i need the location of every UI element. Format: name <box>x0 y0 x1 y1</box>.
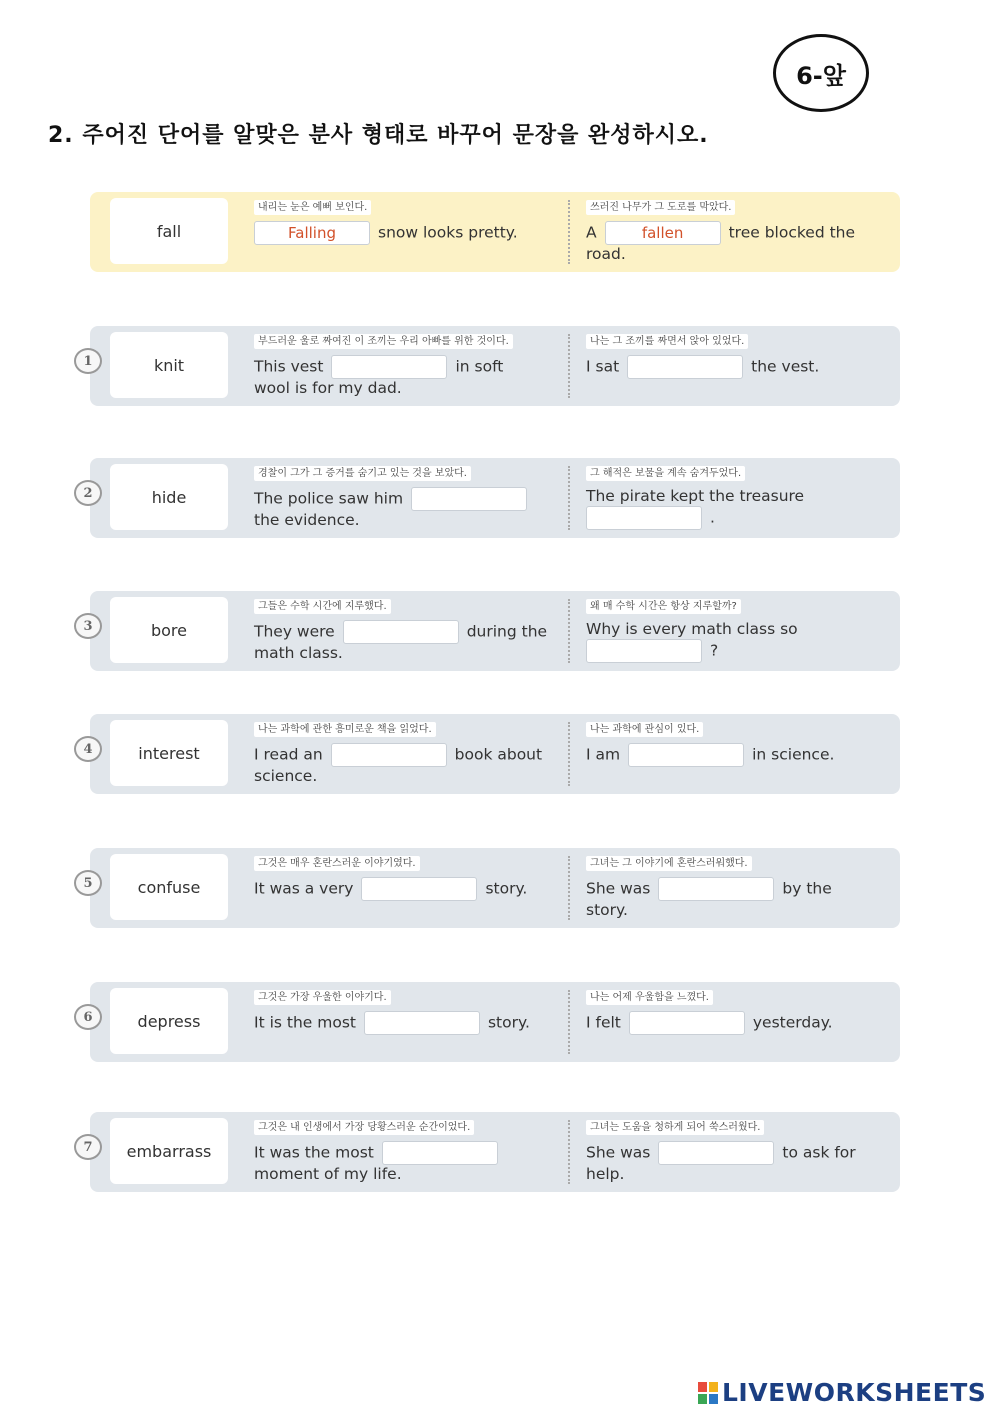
answer-input-3a[interactable] <box>343 620 459 644</box>
hint-text: 나는 그 조끼를 짜면서 앉아 있었다. <box>586 334 748 349</box>
sentence-after: the vest. <box>751 357 820 376</box>
question-row-3 <box>83 591 900 671</box>
sentence-before: It was a very <box>254 879 354 898</box>
sentence-cont: help. <box>586 1165 625 1183</box>
sentence-cont: wool is for my dad. <box>254 379 402 397</box>
sentence-after: snow looks pretty. <box>378 223 518 242</box>
hint-text: 그것은 내 인생에서 가장 당황스러운 순간이었다. <box>254 1120 474 1135</box>
instruction-title: 2. 주어진 단어를 알맞은 분사 형태로 바꾸어 문장을 완성하시오. <box>48 123 709 148</box>
hint-text: 나는 과학에 관심이 있다. <box>586 722 703 737</box>
answer-input-7a[interactable] <box>382 1141 498 1165</box>
liveworksheets-logo <box>698 1378 986 1407</box>
hint-text: 부드러운 울로 짜여진 이 조끼는 우리 아빠를 위한 것이다. <box>254 334 513 349</box>
sentence-before: She was <box>586 1143 651 1162</box>
sentence-before: They were <box>254 622 335 641</box>
question-number: 1 <box>74 348 102 374</box>
answer-input-4a[interactable] <box>331 743 447 767</box>
answer-input-5a[interactable] <box>361 877 477 901</box>
hint-text: 내리는 눈은 예뻐 보인다. <box>254 200 371 215</box>
divider <box>568 200 570 264</box>
sentence-before: I felt <box>586 1013 621 1032</box>
answer-input-6b[interactable] <box>629 1011 745 1035</box>
sentence-after: to ask for <box>782 1143 856 1162</box>
sentence-before: The pirate kept the treasure <box>586 487 805 505</box>
logo-icon <box>698 1382 718 1404</box>
sentence-cont: road. <box>586 245 626 263</box>
question-row-6 <box>83 982 900 1062</box>
sentence-before: I read an <box>254 745 323 764</box>
divider <box>568 1120 570 1184</box>
example-row <box>90 192 900 272</box>
answer-input-1a[interactable] <box>331 355 447 379</box>
sentence-before: Why is every math class so <box>586 620 798 638</box>
example-answer-left: Falling <box>254 221 370 245</box>
question-row-5 <box>83 848 900 928</box>
sentence-cont: . <box>710 508 715 527</box>
hint-text: 그녀는 도움을 청하게 되어 쑥스러웠다. <box>586 1120 764 1135</box>
answer-input-2a[interactable] <box>411 487 527 511</box>
sentence-before: I am <box>586 745 621 764</box>
question-word: knit <box>110 332 228 398</box>
question-word: embarrass <box>110 1118 228 1184</box>
question-word: bore <box>110 597 228 663</box>
example-left <box>254 196 559 268</box>
sentence-cont: science. <box>254 767 318 785</box>
sentence-before: I sat <box>586 357 620 376</box>
question-number: 7 <box>74 1134 102 1160</box>
sentence-before: A <box>586 223 597 242</box>
question-word: interest <box>110 720 228 786</box>
hint-text: 그것은 가장 우울한 이야기다. <box>254 990 391 1005</box>
sentence-after: book about <box>454 745 543 764</box>
hint-text: 그녀는 그 이야기에 혼란스러워했다. <box>586 856 752 871</box>
sentence-before: She was <box>586 879 651 898</box>
divider <box>568 722 570 786</box>
sentence-after: by the <box>782 879 832 898</box>
question-number: 3 <box>74 613 102 639</box>
question-number: 4 <box>74 736 102 762</box>
sentence-after: tree blocked the <box>728 223 856 242</box>
hint-text: 그 해적은 보물을 계속 숨겨두었다. <box>586 466 745 481</box>
divider <box>568 990 570 1054</box>
example-word: fall <box>110 198 228 264</box>
logo-text: LIVEWORKSHEETS <box>722 1378 987 1407</box>
hint-text: 나는 어제 우울함을 느꼈다. <box>586 990 713 1005</box>
sentence-after: in science. <box>752 745 835 764</box>
question-number: 6 <box>74 1004 102 1030</box>
sentence-before: The police saw him <box>254 489 404 508</box>
question-word: hide <box>110 464 228 530</box>
divider <box>568 599 570 663</box>
sentence-before: It was the most <box>254 1143 374 1162</box>
sentence-cont: story. <box>586 901 628 919</box>
question-row-7 <box>83 1112 900 1192</box>
hint-text: 나는 과학에 관한 흥미로운 책을 읽었다. <box>254 722 436 737</box>
answer-input-6a[interactable] <box>364 1011 480 1035</box>
sentence-after: story. <box>485 879 528 898</box>
hint-text: 그들은 수학 시간에 지루했다. <box>254 599 391 614</box>
sentence-before: This vest <box>254 357 324 376</box>
divider <box>568 334 570 398</box>
question-row-2 <box>83 458 900 538</box>
divider <box>568 856 570 920</box>
sentence-cont: the evidence. <box>254 511 360 529</box>
sentence-after: during the <box>466 622 548 641</box>
hint-text: 경찰이 그가 그 증거를 숨기고 있는 것을 보았다. <box>254 466 471 481</box>
answer-input-3b[interactable] <box>586 639 702 663</box>
hint-text: 왜 매 수학 시간은 항상 지루할까? <box>586 599 741 614</box>
question-word: depress <box>110 988 228 1054</box>
example-answer-right: fallen <box>605 221 721 245</box>
question-number: 2 <box>74 480 102 506</box>
question-number: 5 <box>74 870 102 896</box>
sentence-cont: ? <box>710 641 719 660</box>
example-right <box>586 196 886 268</box>
answer-input-7b[interactable] <box>658 1141 774 1165</box>
sentence-cont: moment of my life. <box>254 1165 402 1183</box>
sentence-cont: math class. <box>254 644 343 662</box>
question-row-4 <box>83 714 900 794</box>
page-badge: 6-앞 <box>773 34 869 112</box>
sentence-after: in soft <box>455 357 504 376</box>
answer-input-4b[interactable] <box>628 743 744 767</box>
divider <box>568 466 570 530</box>
answer-input-2b[interactable] <box>586 506 702 530</box>
sentence-after: yesterday. <box>752 1013 833 1032</box>
answer-input-5b[interactable] <box>658 877 774 901</box>
hint-text: 쓰러진 나무가 그 도로를 막았다. <box>586 200 735 215</box>
question-word: confuse <box>110 854 228 920</box>
sentence-after: story. <box>487 1013 530 1032</box>
question-row-1 <box>83 326 900 406</box>
answer-input-1b[interactable] <box>627 355 743 379</box>
hint-text: 그것은 매우 혼란스러운 이야기였다. <box>254 856 420 871</box>
sentence-before: It is the most <box>254 1013 356 1032</box>
